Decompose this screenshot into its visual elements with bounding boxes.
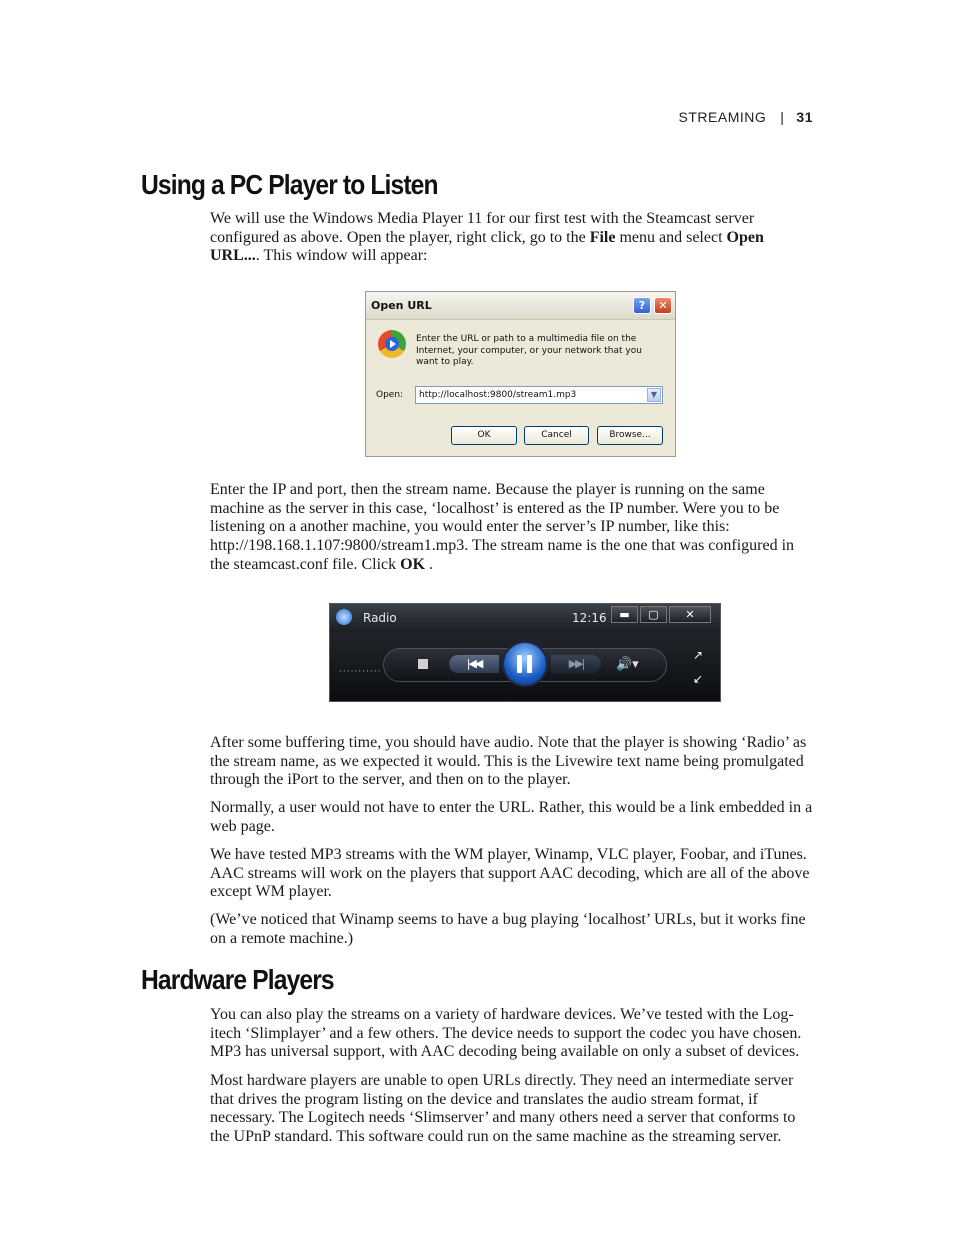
paragraph-buffering: After some buffering time, you should have audio. Note that the player is showing ‘Radio’ as the stream name, as we expected it would. This is the Livewire text name being promulgated through the iPort to the server, and then on to the player. (210, 734, 807, 789)
help-button[interactable]: ? (633, 297, 651, 314)
player-titlebar (330, 604, 720, 632)
media-player-window (329, 603, 721, 702)
paragraph-normally: Normally, a user would not have to enter the URL. Rather, this would be a link embedded in a web page. (210, 799, 813, 835)
shrink-icon[interactable]: ↙ (693, 672, 704, 686)
paragraph-winamp-note: (We’ve noticed that Winamp seems to have a bug playing ‘localhost’ URLs, but it works fine on a remote machine.) (210, 911, 806, 947)
url-input[interactable]: http://localhost:9800/stream1.mp3 (419, 390, 577, 400)
stream-title: Radio (363, 611, 397, 625)
close-icon[interactable]: ✕ (669, 606, 711, 623)
dialog-description: Enter the URL or path to a multimedia file on the Internet, your computer, or your network that you want to play. (416, 334, 642, 367)
paragraph-enter-ip (210, 481, 814, 575)
paragraph-intermediate-server: Most hardware players are unable to open URLs directly. They need an intermediate server that drives the program listing on the device and translates the audio stream format, if necessary. The Logitech needs ‘Slimserver’ and many others need a server that conforms to the UPnP standard. This software could run on the same machine as the streaming server. (210, 1072, 796, 1146)
browse-button[interactable]: Browse... (597, 426, 663, 445)
url-combobox[interactable] (415, 386, 663, 404)
dialog-titlebar (366, 292, 675, 320)
play-time: 12:16 (572, 611, 607, 625)
text-run: . This window will appear: (255, 247, 428, 265)
stop-icon[interactable] (418, 659, 428, 669)
cancel-button[interactable]: Cancel (524, 426, 589, 445)
text-run: We will use the Windows Media Player 11 for our first test with the Steamcast server configured as above. Open the player, right click, go to the (210, 210, 755, 246)
text-run: Enter the IP and port, then the stream name. Because the player is running on the same machine as the server in this case, ‘localhost’ is entered as the IP number. Were you to be listening on a another machine, you would enter the server’s IP number, like this: http://198.168.1.107:9800/stream1.mp3. The stream name is the one that was configured in the steamcast.conf file. Click (210, 481, 795, 573)
paragraph-intro (210, 210, 814, 266)
close-button[interactable]: ✕ (654, 297, 672, 314)
media-player-icon (378, 330, 406, 358)
bold-open-url: Open URL... (210, 228, 764, 265)
section-heading-hardware-players: Hardware Players (141, 964, 334, 995)
paragraph-hardware-devices: You can also play the streams on a variety of hardware devices. We’ve tested with the Log-itech ‘Slimplayer’ and a few others. The device needs to support the codec you have chosen. MP3 has universal support, with AAC decoding being available on only a subset of devices. (210, 1006, 802, 1061)
header-separator: | (780, 109, 785, 125)
text-run: menu and select (615, 228, 727, 246)
expand-icon[interactable]: ↗ (693, 648, 704, 662)
bold-file: File (589, 228, 616, 246)
chevron-down-icon[interactable]: ▼ (647, 388, 661, 402)
next-icon[interactable]: ▶▶| (551, 655, 601, 673)
volume-icon[interactable]: 🔊▾ (616, 657, 639, 672)
dialog-title: Open URL (371, 299, 432, 312)
section-name: STREAMING (678, 109, 767, 125)
previous-icon[interactable]: |◀◀ (449, 655, 499, 673)
paragraph-tested: We have tested MP3 streams with the WM player, Winamp, VLC player, Foobar, and iTunes. AAC streams will work on the players that support AAC decoding, which are all of the above except WM player. (210, 846, 810, 901)
section-heading-pc-player: Using a PC Player to Listen (141, 169, 438, 200)
seek-bar[interactable]: ··········· (339, 667, 382, 677)
maximize-icon[interactable]: ▢ (640, 606, 667, 623)
player-logo-icon (336, 609, 352, 625)
page-number: 31 (796, 109, 813, 125)
open-url-dialog (365, 291, 676, 457)
text-run: . (425, 555, 434, 573)
minimize-icon[interactable]: ▬ (611, 606, 638, 623)
ok-button[interactable]: OK (451, 426, 517, 445)
open-label: Open: (376, 390, 404, 400)
bold-ok: OK (400, 555, 426, 573)
pause-icon[interactable] (502, 641, 548, 687)
running-header (679, 109, 813, 125)
